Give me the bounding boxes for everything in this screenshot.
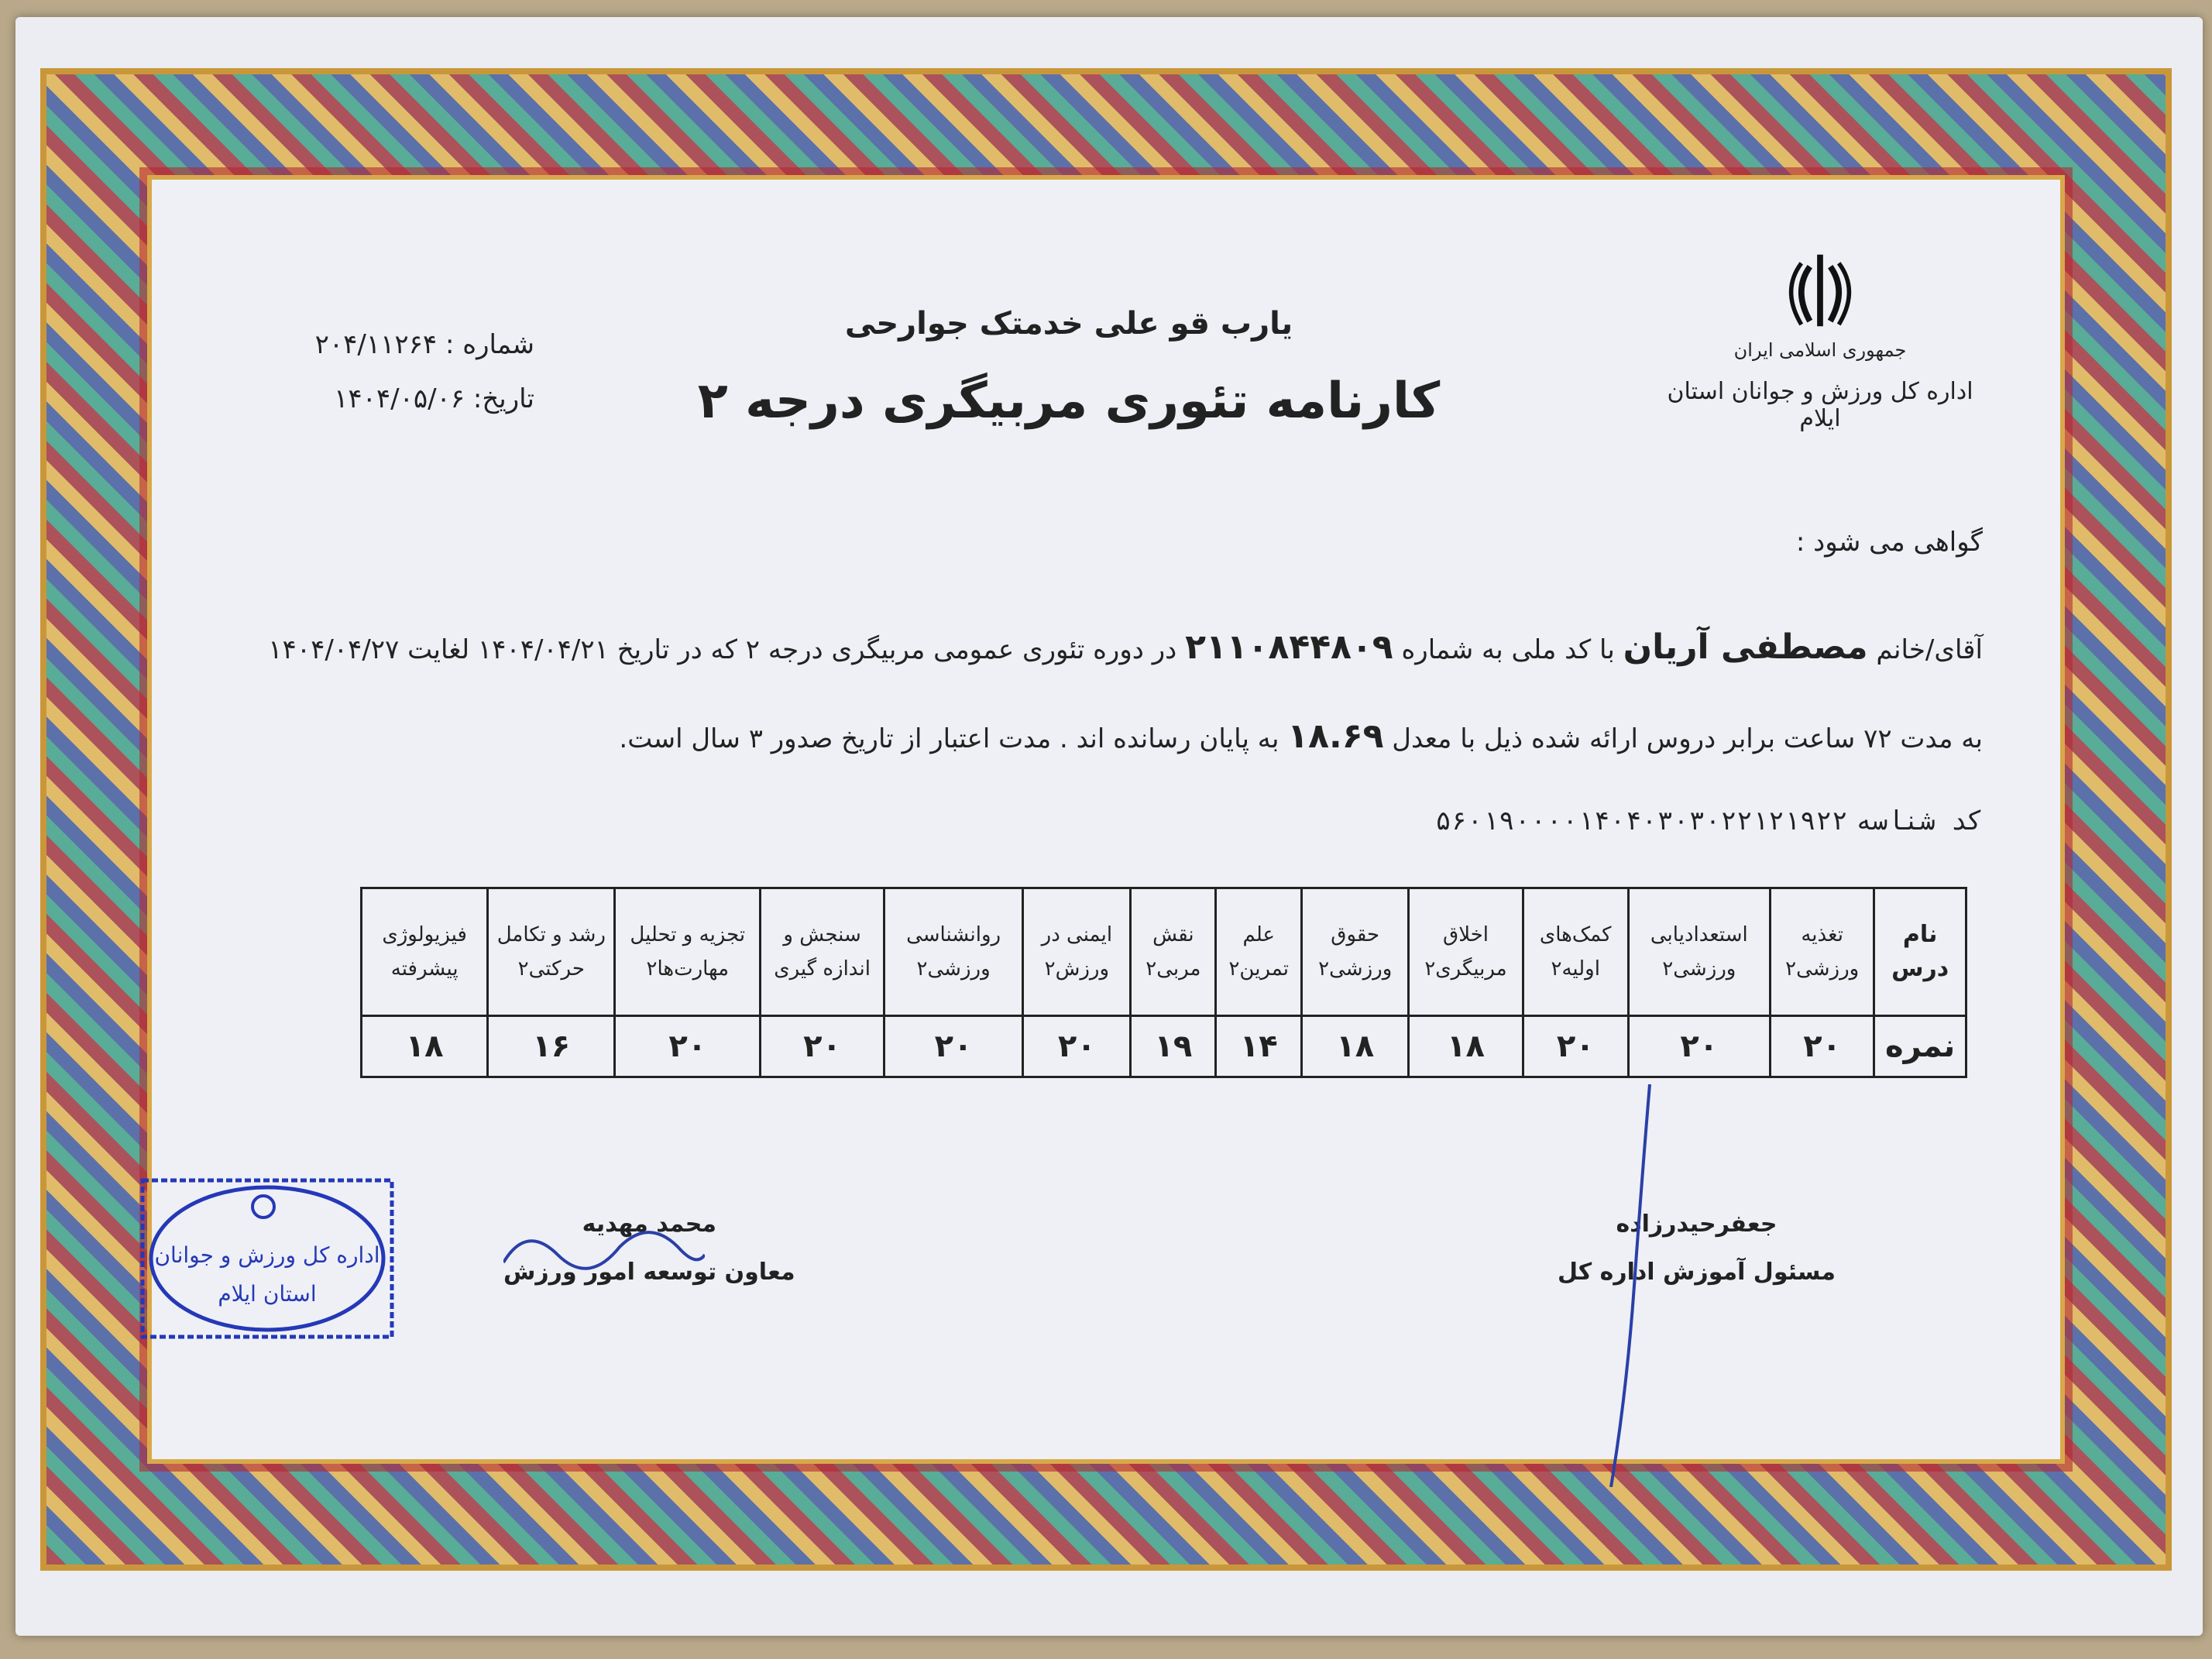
organization-name: اداره کل ورزش و جوانان استان ایلام	[1667, 378, 1973, 432]
duration-text: به مدت ۷۲ ساعت برابر دروس ارائه شده ذیل با معدل	[1392, 723, 1983, 754]
course-name-cell: تجزیه و تحلیل مهارت‌ها۲	[615, 888, 761, 1016]
header-center	[689, 306, 1448, 430]
score-cell: ۱۸	[1409, 1016, 1523, 1077]
tracking-code: ۵۶۰۱۹۰۰۰۰۱۴۰۴۰۳۰۳۰۲۲۱۲۱۹۲۲	[1435, 805, 1848, 836]
tracking-label: کد شناسه	[1856, 805, 1983, 836]
emblem-caption: جمهوری اسلامی ایران	[1733, 339, 1907, 361]
document-date	[209, 372, 534, 426]
iran-emblem-icon	[1650, 248, 1990, 336]
signer-name: جعفرحیدرزاده	[1616, 1211, 1778, 1238]
person-name: مصطفی آریان	[1623, 627, 1868, 667]
course-name-cell: رشد و تکامل حرکتی۲	[488, 888, 615, 1016]
course-name-cell: اخلاق مربیگری۲	[1409, 888, 1523, 1016]
course-name-cell: استعدادیابی ورزشی۲	[1628, 888, 1770, 1016]
course-name-cell: ایمنی در ورزش۲	[1023, 888, 1131, 1016]
signature-block-training	[1558, 1200, 1836, 1297]
score-cell: ۲۰	[1523, 1016, 1628, 1077]
grades-table	[360, 887, 1967, 1078]
course-name-cell: حقوق ورزشی۲	[1302, 888, 1409, 1016]
subtitle: یارب قو علی خدمتک جوارحی	[844, 306, 1293, 342]
paragraph-line-2	[147, 716, 1983, 756]
paragraph-line-1	[147, 627, 1983, 667]
score-cell: ۲۰	[761, 1016, 884, 1077]
national-id: ۲۱۱۰۸۴۴۸۰۹	[1185, 627, 1393, 667]
handwritten-signature-icon	[1603, 1084, 1665, 1487]
scores-row	[362, 1016, 1966, 1077]
stamp-line-2: استان ایلام	[218, 1281, 317, 1307]
score-cell: ۲۰	[615, 1016, 761, 1077]
course-name-cell: تغذیه ورزشی۲	[1770, 888, 1874, 1016]
score-cell: ۱۴	[1216, 1016, 1302, 1077]
course-row-header: نام درس	[1874, 888, 1966, 1016]
stamp-line-1: اداره کل ورزش و جوانان	[154, 1242, 380, 1268]
signer-name: محمد مهدیه	[582, 1211, 716, 1238]
validity-text: به پایان رسانده اند . مدت اعتبار از تاریخ صدور ۳ سال است.	[619, 723, 1279, 754]
score-cell: ۲۰	[1770, 1016, 1874, 1077]
course-name-cell: روانشناسی ورزشی۲	[884, 888, 1022, 1016]
course-dates-text: در دوره تئوری عمومی مربیگری درجه ۲ که در تاریخ ۱۴۰۴/۰۴/۲۱ لغایت ۱۴۰۴/۰۴/۲۷	[268, 634, 1177, 665]
score-cell: ۲۰	[1628, 1016, 1770, 1077]
signer-role: معاون توسعه امور ورزش	[503, 1259, 795, 1286]
organization-block	[1650, 248, 1990, 432]
score-cell: ۱۹	[1131, 1016, 1216, 1077]
tracking-code-line	[1435, 805, 1983, 836]
number-label: شماره :	[445, 329, 534, 360]
score-cell: ۲۰	[884, 1016, 1022, 1077]
page-title: کارنامه تئوری مربیگری درجه ۲	[697, 373, 1441, 430]
course-name-cell: سنجش و اندازه گیری	[761, 888, 884, 1016]
average-score: ۱۸.۶۹	[1287, 716, 1384, 756]
score-cell: ۱۸	[362, 1016, 488, 1077]
official-stamp	[139, 1177, 395, 1340]
course-name-cell: علم تمرین۲	[1216, 888, 1302, 1016]
salutation: آقای/خانم	[1876, 634, 1983, 665]
course-name-cell: فیزیولوژی پیشرفته	[362, 888, 488, 1016]
certificate-content	[147, 170, 1990, 1456]
number-value: ۲۰۴/۱۱۲۶۴	[314, 329, 438, 360]
signer-role: مسئول آموزش اداره کل	[1557, 1259, 1836, 1286]
national-id-label: با کد ملی به شماره	[1401, 634, 1615, 665]
score-cell: ۱۶	[488, 1016, 615, 1077]
document-number	[209, 318, 534, 372]
course-name-cell: نقش مربی۲	[1131, 888, 1216, 1016]
document-meta	[209, 318, 534, 426]
score-row-header: نمره	[1874, 1016, 1966, 1077]
handwritten-signature-icon	[503, 1208, 705, 1301]
course-name-cell: کمک‌های اولیه۲	[1523, 888, 1628, 1016]
score-cell: ۱۸	[1302, 1016, 1409, 1077]
certification-intro: گواهی می شود :	[1795, 527, 1983, 558]
score-cell: ۲۰	[1023, 1016, 1131, 1077]
date-label: تاریخ:	[472, 383, 534, 414]
date-value: ۱۴۰۴/۰۵/۰۶	[334, 383, 465, 414]
course-names-row	[362, 888, 1966, 1016]
